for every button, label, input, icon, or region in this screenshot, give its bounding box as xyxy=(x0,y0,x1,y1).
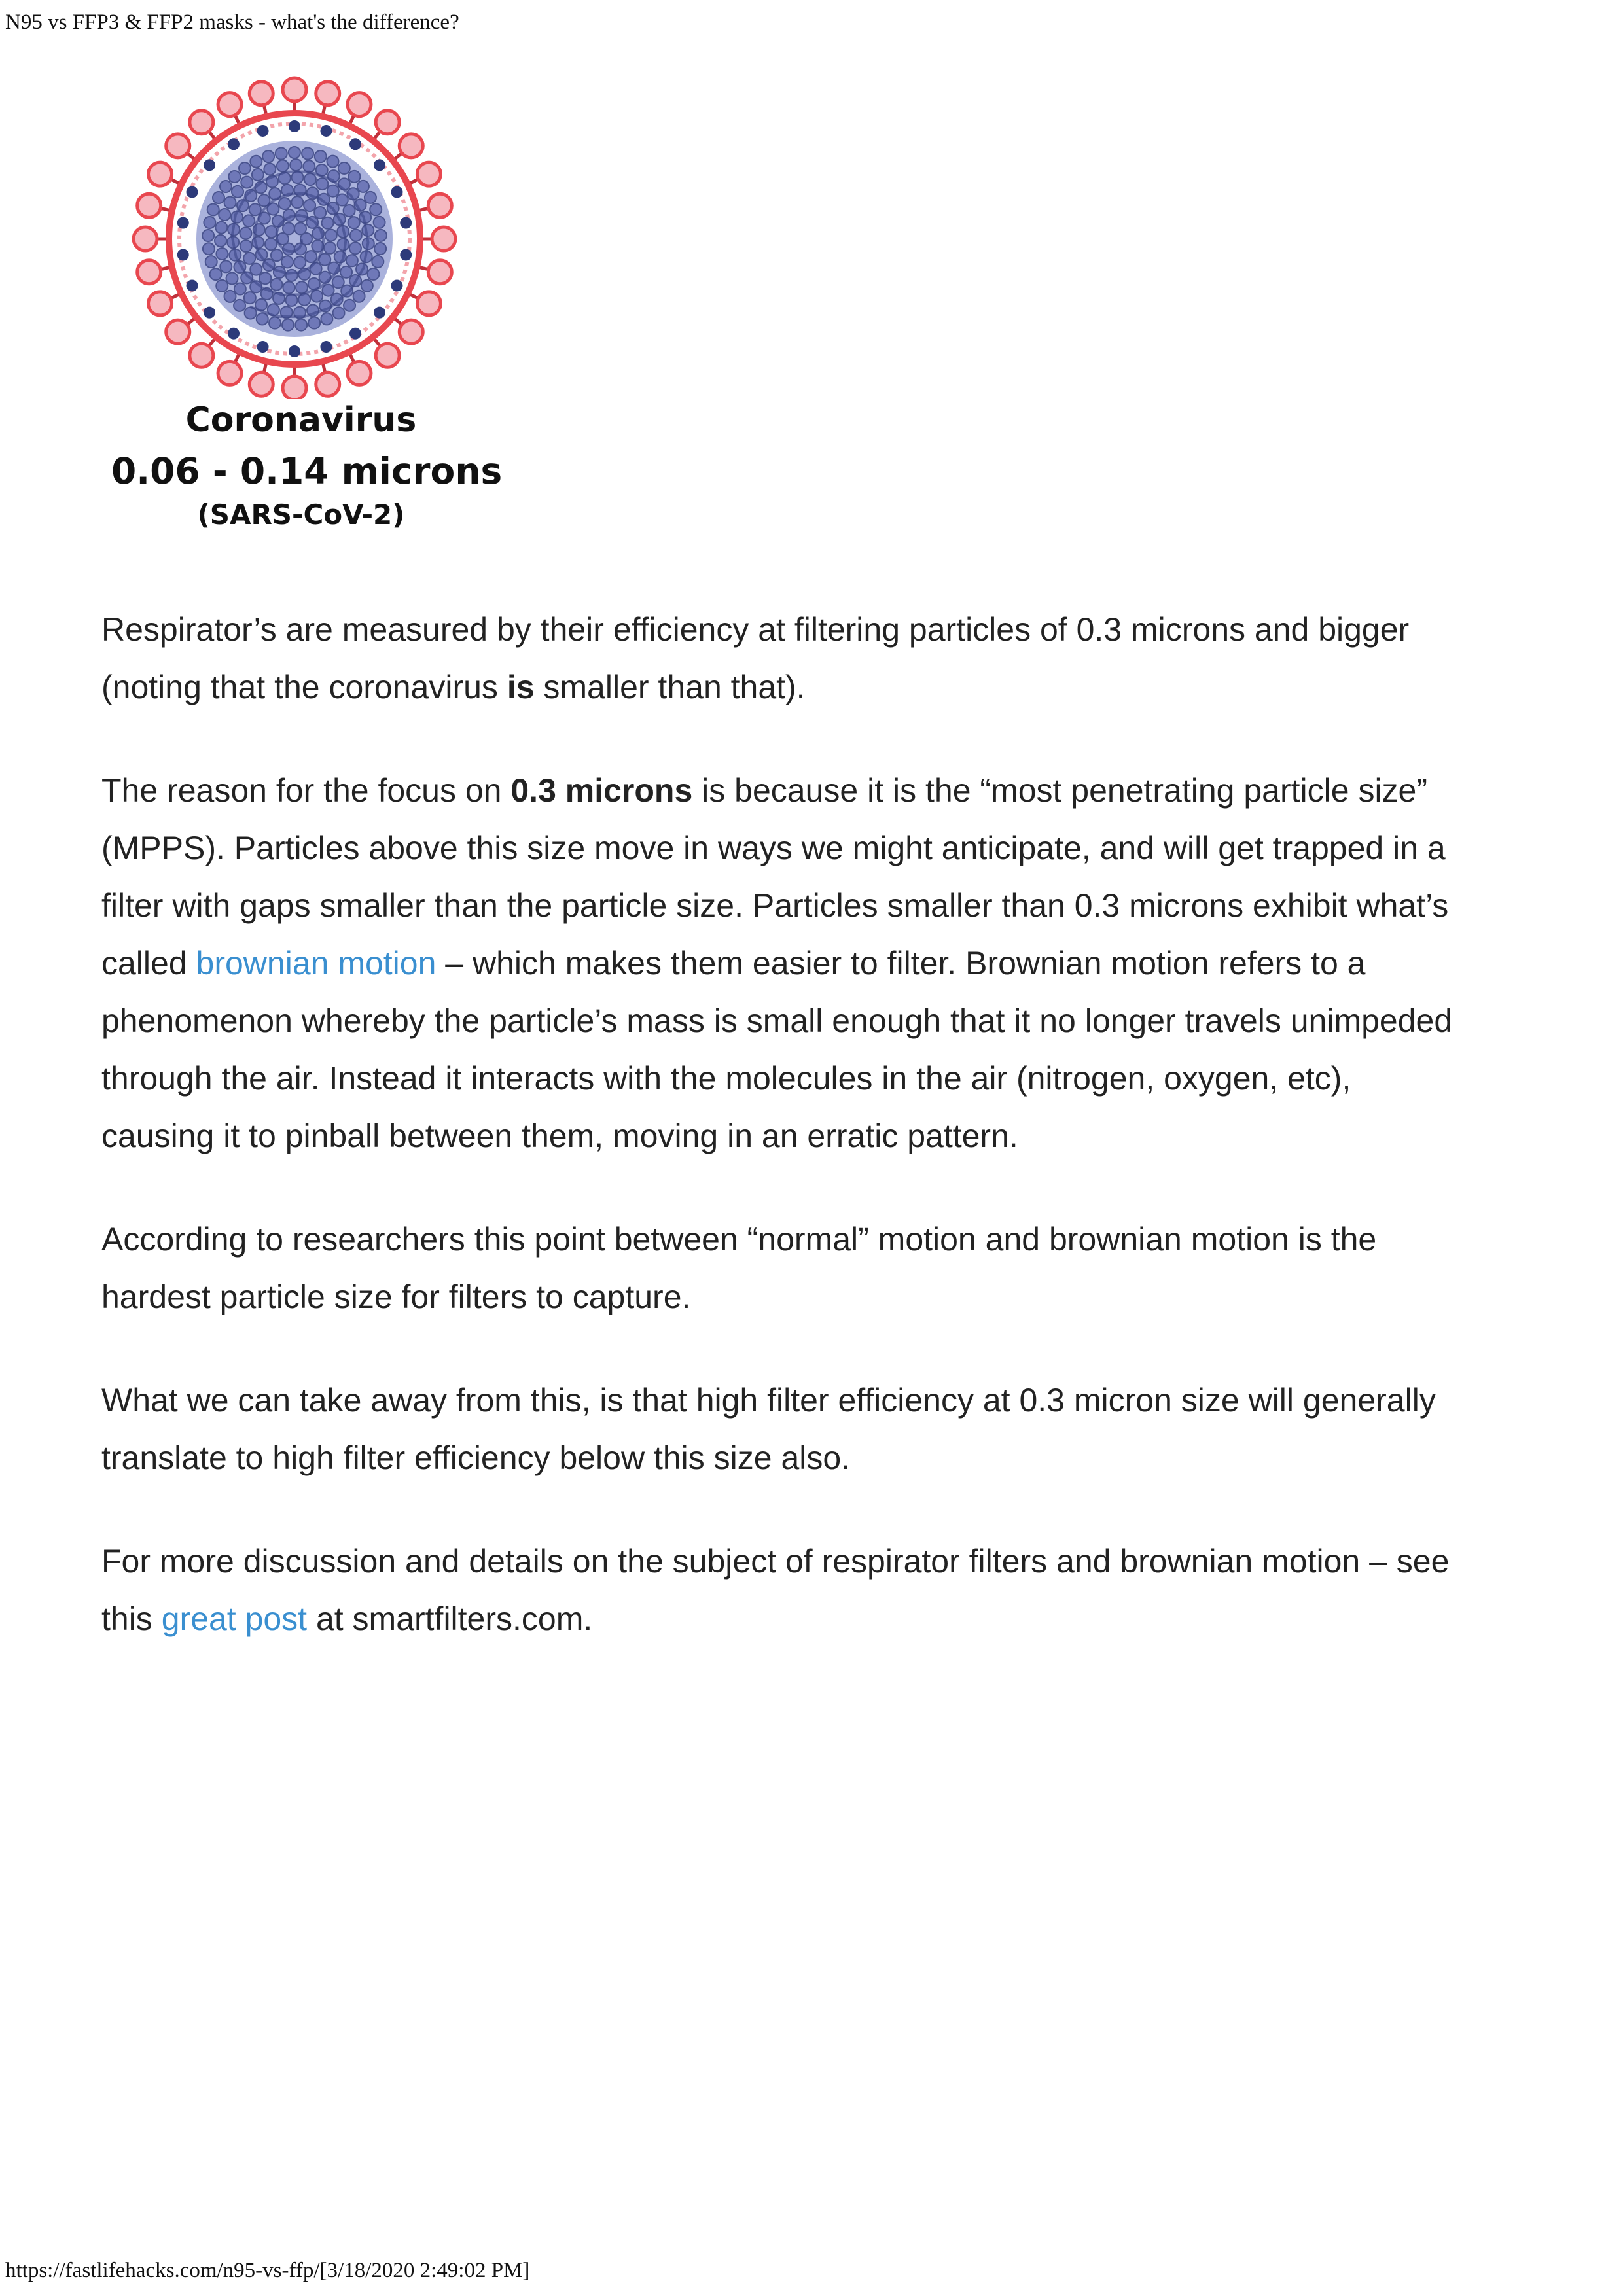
figure-title: Coronavirus xyxy=(185,400,417,440)
paragraph-3: According to researchers this point between “normal” motion and brownian motion is the hardest particle size for filters to capture. xyxy=(101,1221,1377,1315)
page-footer: https://fastlifehacks.com/n95-vs-ffp/[3/18/2020 2:49:02 PM] xyxy=(5,2259,530,2282)
coronavirus-illustration xyxy=(111,72,491,399)
brownian-motion-link[interactable]: brownian motion xyxy=(196,945,437,981)
paragraph-5: For more discussion and details on the subject of respirator filters and brownian motion – see this great post at smartfilters.com. xyxy=(101,1543,1450,1637)
figure-subtitle: (SARS-CoV-2) xyxy=(197,499,405,531)
great-post-link[interactable]: great post xyxy=(161,1600,308,1637)
coronavirus-figure xyxy=(111,72,503,543)
article-body xyxy=(101,601,1469,1693)
figure-size: 0.06 - 0.14 microns xyxy=(111,450,503,492)
paragraph-1: Respirator’s are measured by their efficiency at filtering particles of 0.3 microns and bigger (noting that the coronavirus is smaller than that). xyxy=(101,611,1410,705)
page-header: N95 vs FFP3 & FFP2 masks - what's the difference? xyxy=(5,10,459,34)
paragraph-4: What we can take away from this, is that high filter efficiency at 0.3 micron size will generally translate to high filter efficiency below this size also. xyxy=(101,1382,1436,1476)
paragraph-2: The reason for the focus on 0.3 microns is because it is the “most penetrating particle size” (MPPS). Particles above this size move in ways we might anticipate, and will get trapped in a filter with gaps smaller than the particle size. Particles smaller than 0.3 microns exhibit what’s called brownian motion – which makes them easier to filter. Brownian motion refers to a phenomenon whereby the particle’s mass is small enough that it no longer travels unimpeded through the air. Instead it interacts with the molecules in the air (nitrogen, oxygen, etc), causing it to pinball between them, moving in an erratic pattern. xyxy=(101,772,1453,1154)
